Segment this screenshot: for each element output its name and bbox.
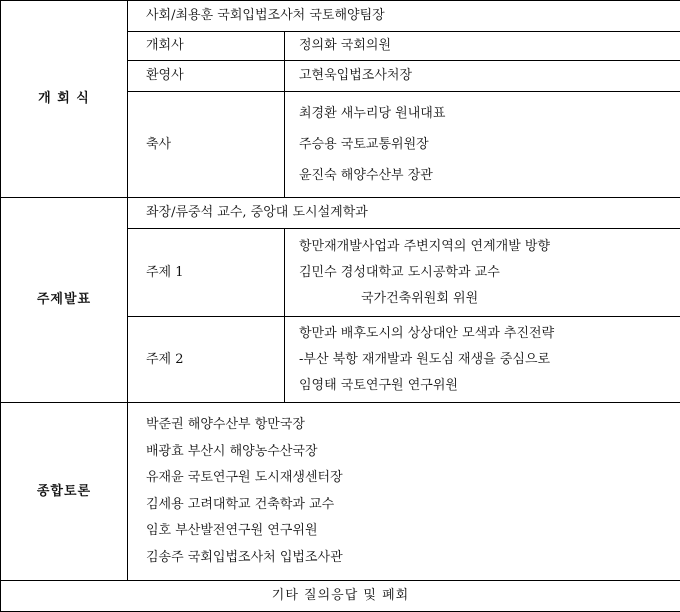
presentation-section-title: 주제발표 [1, 198, 128, 403]
topic-content [285, 317, 680, 403]
list-item: 임영태 국토연구원 연구위원 [299, 377, 458, 393]
opening-row-value-list [285, 92, 680, 198]
list-item: 최경환 새누리당 원내대표 [299, 106, 446, 121]
list-item: 김민수 경성대학교 도시공학과 교수 [299, 264, 500, 280]
list-item: 주승용 국토교통위원장 [299, 137, 429, 152]
opening-row-label: 환영사 [128, 61, 285, 92]
opening-row-value: 정의화 국회의원 [285, 32, 680, 61]
list-item: 김세용 고려대학교 건축학과 교수 [146, 496, 335, 512]
topic-label: 주제 2 [128, 317, 285, 403]
topic-label: 주제 1 [128, 229, 285, 317]
list-item: -부산 북항 재개발과 원도심 재생을 중심으로 [299, 351, 551, 367]
closing-note: 기타 질의응답 및 폐회 [1, 581, 680, 612]
opening-row-label: 축사 [128, 92, 285, 198]
opening-host: 사회/최용훈 국회입법조사처 국토해양팀장 [128, 1, 680, 32]
list-item: 김송주 국회입법조사처 입법조사관 [146, 549, 343, 565]
opening-section-title: 개 회 식 [1, 1, 128, 198]
list-item: 윤진숙 해양수산부 장관 [299, 168, 433, 183]
footer-row [1, 581, 680, 612]
opening-row-label: 개회사 [128, 32, 285, 61]
opening-row-value: 고현욱입법조사처장 [285, 61, 680, 92]
opening-host-row [1, 1, 680, 32]
topic-content [285, 229, 680, 317]
list-item: 유재윤 국토연구원 도시재생센터장 [146, 470, 343, 485]
list-item: 항만재개발사업과 주변지역의 연계개발 방향 [299, 238, 550, 254]
list-item: 임호 부산발전연구원 연구위원 [146, 523, 318, 538]
discussion-section-title: 종합토론 [1, 403, 128, 581]
discussion-row [1, 403, 680, 581]
list-item: 항만과 배후도시의 상상대안 모색과 추진전략 [299, 325, 555, 341]
presentation-chair-row [1, 198, 680, 229]
list-item: 박준권 해양수산부 항만국장 [146, 417, 305, 432]
list-item: 국가건축위원회 위원 [361, 290, 479, 306]
list-item: 배광효 부산시 해양농수산국장 [146, 443, 318, 459]
presentation-chair: 좌장/류중석 교수, 중앙대 도시설계학과 [128, 198, 680, 229]
discussion-panelists [128, 403, 680, 581]
